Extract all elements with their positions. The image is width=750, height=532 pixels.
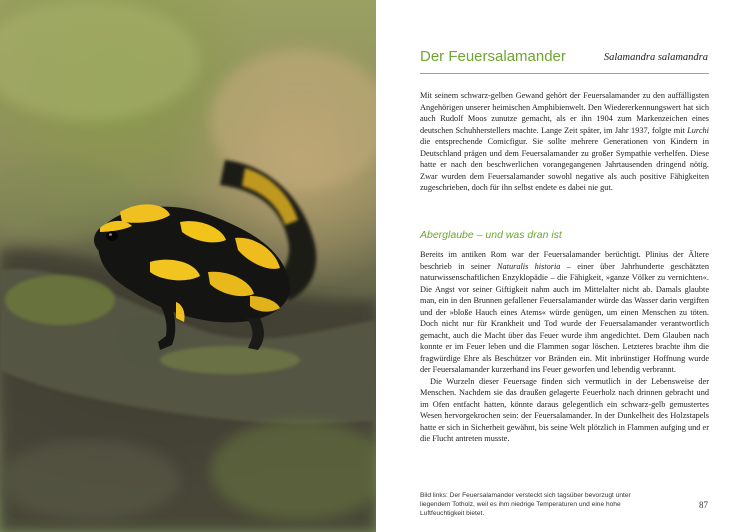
photo-caption: Bild links: Der Feuersalamander versteckt sich tagsüber bevorzugt unter liegendem Totholz, weil es ihm niedrige Temperaturen und eine hohe Luftfeuchtigkeit bietet. <box>420 492 631 517</box>
naturalis-historia-emphasis: Naturalis historia <box>496 261 561 271</box>
title-divider <box>420 73 709 74</box>
section-text <box>420 249 709 445</box>
latin-name: Salamandra salamandra <box>603 52 708 63</box>
article-title: Der Feuersalamander <box>420 48 566 65</box>
text-page <box>376 0 750 532</box>
lurchi-emphasis: Lurchi <box>687 125 709 135</box>
section-paragraph-1: Bereits im antiken Rom war der Feuersalamander berüchtigt. Plinius der Ältere beschrieb in seiner Naturalis historia – einer über Jahrhunderte geschätzten naturwissenschaftlichen Enzyklopädie – die Fähigkeit, »ganze Völker zu vernichten«. Die Angst vor seiner Giftigkeit nahm auch im Mittelalter nicht ab. Damals glaubte man, ein in den Brunnen gefallener Feuersalamander würde das Wasser darin vergiften und der »bloße Hauch eines Atems« würde genügen, um einen Menschen zu töten. Doch nicht nur für Krankheit und Tod wurde der Feuersalamander verantwortlich gemacht, auch die Macht über das Feuer wurde ihm angedichtet. Dem Glauben nach konnte er im Feuer leben und die Flammen sogar löschen. Letzteres brachte ihm die fragwürdige Ehre als Beschützer vor Bränden ein. Mit inbrünstiger Hoffnung wurde der Feuersalamander kurzerhand ins Feuer geworfen und lebendig verbrannt. <box>420 250 710 374</box>
page-number: 87 <box>699 500 708 510</box>
section-heading: Aberglaube – und was dran ist <box>420 229 562 241</box>
section-paragraph-2: Die Wurzeln dieser Feuersage finden sich vermutlich in der Lebensweise der Menschen. Nachdem sie das draußen gelagerte Feuerholz nach drinnen gebracht und im Ofen entfacht hatten, könnte daraus gelegentlich ein schwarz-gelb gemustertes Wesen hervorgekrochen sein: der Feuersalamander. In der Dunkelheit des Holzstapels hatte er sich in Sicherheit gewähnt, bis seine Welt plötzlich in Flammen aufging und er die Flucht antreten musste. <box>420 376 709 443</box>
intro-paragraph: Mit seinem schwarz-gelben Gewand gehört der Feuersalamander zu den auffälligsten Angehörigen unserer heimischen Amphibienwelt. Den Wiedererkennungswert hat sich auch Rudolf Moos zunutze gemacht, als er ihn 1904 zum Markenzeichen eines deutschen Schuhherstellers machte. Lange Zeit später, im Jahr 1937, folgte mit Lurchi die entsprechende Comicfigur. Sie sollte mehrere Generationen von Kindern in Deutschland prägen und dem Feuersalamander zu großer Sympathie verhelfen. Diese hatte er nach den beschwerlichen vorangegangenen Jahrtausenden dringend nötig. Zwar wurden dem Feuersalamander sowohl negative als auch positive Fähigkeiten zugeschrieben, doch für ihn selbst endete es dabei nie gut. <box>420 91 709 192</box>
intro-text <box>420 90 709 194</box>
